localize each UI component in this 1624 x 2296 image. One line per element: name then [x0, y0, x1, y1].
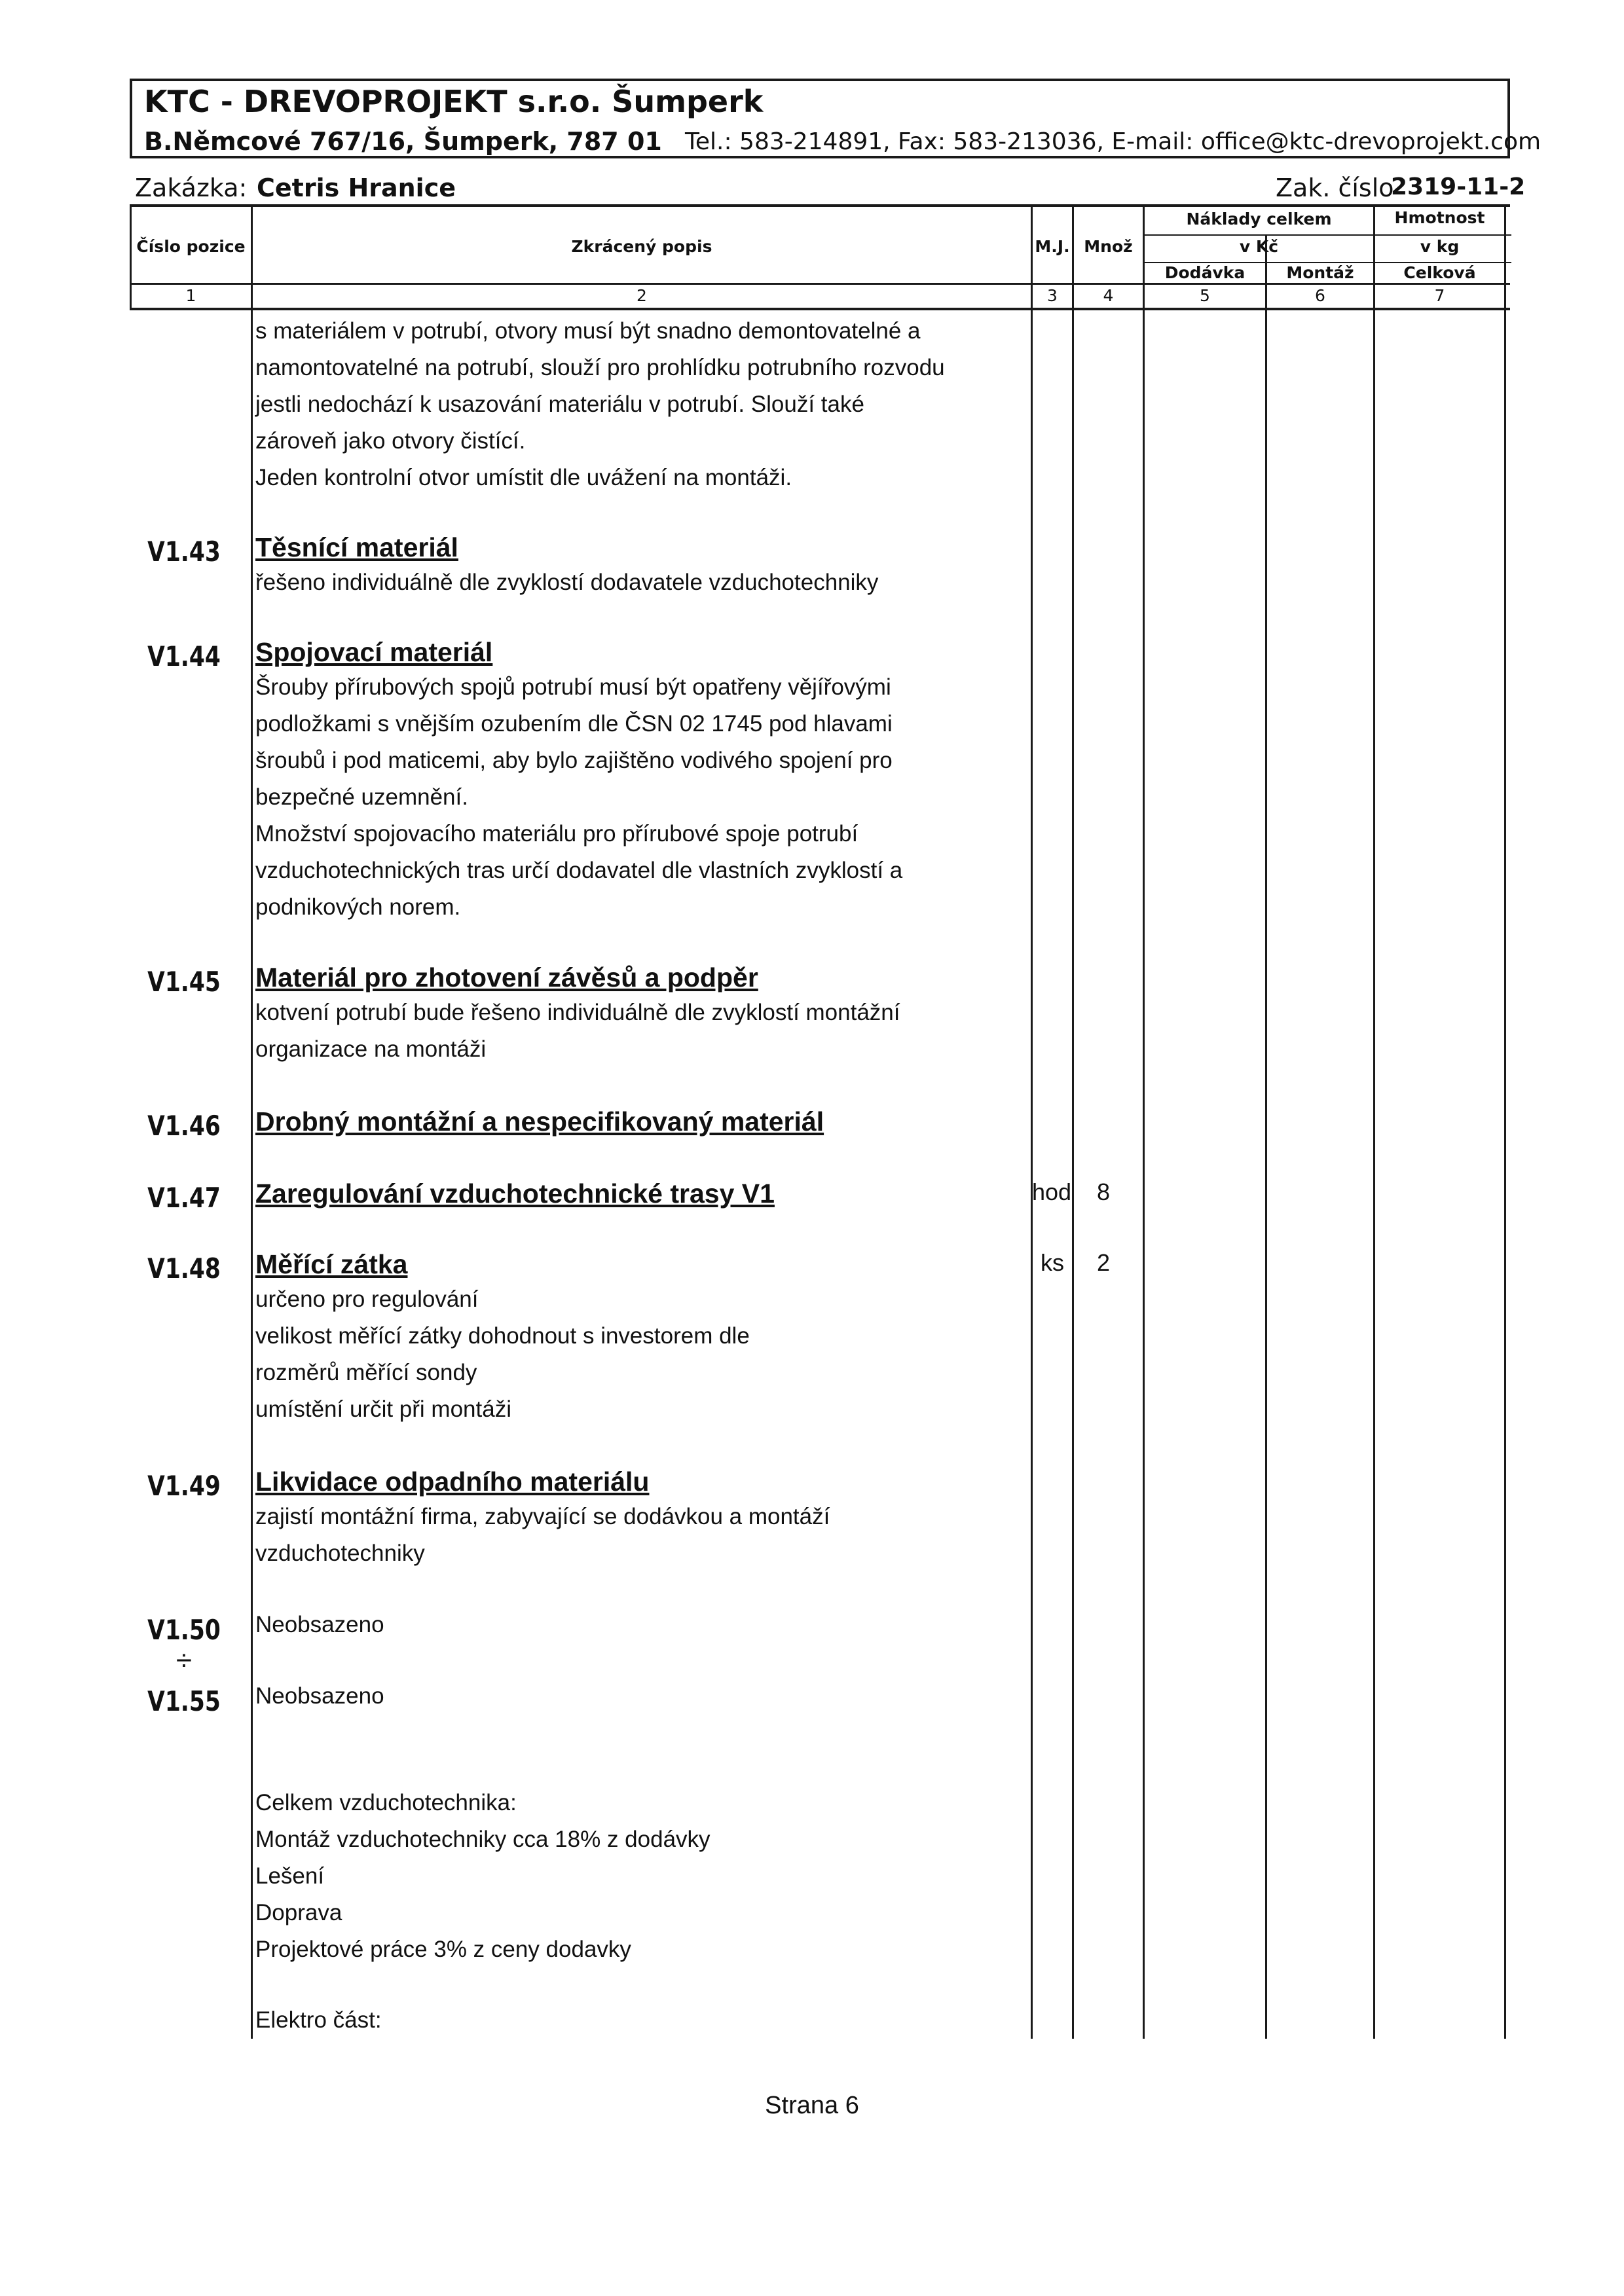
electro-label: Elektro část:: [255, 2007, 382, 2033]
range-to-position: V1.55: [147, 1685, 221, 1717]
company-contact: Tel.: 583-214891, Fax: 583-213036, E-mail: office@ktc-drevoprojekt.com: [685, 128, 1541, 155]
colnum-7: 7: [1434, 286, 1445, 305]
col-divider-desc: [1031, 204, 1033, 2039]
item-title: Spojovací materiál: [255, 637, 493, 667]
order-value: Cetris Hranice: [257, 173, 456, 202]
continuation-line: Jeden kontrolní otvor umístit dle uvážení na montáži.: [255, 465, 792, 490]
item-position: V1.44: [147, 640, 221, 672]
col-divider-unit: [1072, 204, 1074, 2039]
col-divider-supply: [1265, 234, 1267, 2039]
continuation-line: jestli nedochází k usazování materiálu v potrubí. Slouží také: [255, 392, 864, 417]
item-title: Drobný montážní a nespecifikovaný materiál: [255, 1106, 824, 1137]
continuation-line: zároveň jako otvory čistící.: [255, 428, 526, 454]
item-line: umístění určit při montáži: [255, 1396, 511, 1422]
summary-line: Montáž vzduchotechniky cca 18% z dodávky: [255, 1827, 710, 1852]
item-position: V1.43: [147, 536, 221, 568]
item-line: určeno pro regulování: [255, 1286, 479, 1312]
col-divider-pos: [251, 204, 253, 2039]
summary-line: Lešení: [255, 1863, 325, 1889]
page-footer: Strana 6: [765, 2092, 859, 2119]
company-name: KTC - DREVOPROJEKT s.r.o. Šumperk: [144, 84, 764, 119]
col-divider-assembly: [1373, 204, 1375, 2039]
item-title: Těsnící materiál: [255, 532, 458, 562]
item-line: bezpečné uzemnění.: [255, 784, 468, 810]
col-divider-qty: [1143, 204, 1145, 2039]
item-unit: hod: [1031, 1178, 1072, 1205]
colnum-bottom-border: [130, 308, 1510, 310]
order-label: Zakázka:: [135, 173, 248, 202]
costs-header-divider: [1145, 234, 1511, 236]
company-address: B.Němcové 767/16, Šumperk, 787 01: [144, 127, 662, 156]
item-position: V1.49: [147, 1470, 221, 1502]
item-quantity: 2: [1096, 1249, 1111, 1276]
item-line: šroubů i pod maticemi, aby bylo zajištěno vodivého spojení pro: [255, 748, 893, 773]
header-weight-unit: v kg: [1420, 237, 1460, 256]
colnum-5: 5: [1200, 286, 1210, 305]
header-weight-total: Celková: [1403, 263, 1476, 282]
header-description: Zkrácený popis: [571, 237, 712, 256]
colnum-6: 6: [1315, 286, 1325, 305]
item-position: V1.45: [147, 966, 221, 998]
item-position: V1.46: [147, 1110, 221, 1142]
item-line: vzduchotechnických tras určí dodavatel dle vlastních zvyklostí a: [255, 858, 903, 883]
range-symbol: ÷: [175, 1645, 193, 1677]
item-line: organizace na montáži: [255, 1036, 487, 1062]
item-unit: ks: [1041, 1249, 1064, 1276]
colnum-4: 4: [1103, 286, 1114, 305]
item-title: Měřící zátka: [255, 1249, 408, 1279]
order-number-label: Zak. číslo: [1276, 173, 1394, 202]
summary-line: Doprava: [255, 1900, 342, 1925]
item-line: Množství spojovacího materiálu pro přírubové spoje potrubí: [255, 821, 858, 847]
continuation-line: s materiálem v potrubí, otvory musí být snadno demontovatelné a: [255, 318, 921, 344]
summary-line: Celkem vzduchotechnika:: [255, 1790, 517, 1815]
item-title: Zaregulování vzduchotechnické trasy V1: [255, 1178, 775, 1209]
header-weight: Hmotnost: [1394, 208, 1485, 227]
item-line: vzduchotechniky: [255, 1540, 425, 1566]
header-bottom-border: [130, 283, 1510, 285]
range-from-position: V1.50: [147, 1614, 221, 1646]
colnum-2: 2: [637, 286, 647, 305]
header-quantity: Množ: [1084, 237, 1133, 256]
range-to-text: Neobsazeno: [255, 1683, 384, 1709]
item-line: Šrouby přírubových spojů potrubí musí být opatřeny vějířovými: [255, 674, 891, 700]
item-quantity: 8: [1096, 1178, 1111, 1205]
item-line: rozměrů měřící sondy: [255, 1360, 477, 1385]
table-right-border: [1504, 204, 1506, 2039]
continuation-line: namontovatelné na potrubí, slouží pro prohlídku potrubního rozvodu: [255, 355, 945, 380]
item-line: podnikových norem.: [255, 894, 461, 920]
item-line: podložkami s vnějším ozubením dle ČSN 02 1745 pod hlavami: [255, 711, 893, 737]
item-line: velikost měřící zátky dohodnout s investorem dle: [255, 1323, 750, 1349]
summary-line: Projektové práce 3% z ceny dodavky: [255, 1937, 631, 1962]
item-line: zajistí montážní firma, zabyvající se dodávkou a montáží: [255, 1504, 830, 1529]
header-costs: Náklady celkem: [1186, 210, 1332, 228]
header-assembly: Montáž: [1286, 263, 1354, 282]
colnum-1: 1: [185, 286, 196, 305]
item-line: řešeno individuálně dle zvyklostí dodavatele vzduchotechniky: [255, 570, 879, 595]
header-unit: M.J.: [1035, 237, 1070, 256]
header-position: Číslo pozice: [136, 237, 246, 256]
colnum-3: 3: [1047, 286, 1058, 305]
item-position: V1.48: [147, 1252, 221, 1285]
order-number-value: 2319-11-2: [1391, 173, 1526, 200]
item-position: V1.47: [147, 1182, 221, 1214]
table-top-border: [130, 204, 1510, 207]
range-from-text: Neobsazeno: [255, 1612, 384, 1637]
header-supply: Dodávka: [1164, 263, 1246, 282]
item-title: Likvidace odpadního materiálu: [255, 1467, 650, 1497]
header-costs-currency: v Kč: [1239, 237, 1279, 256]
item-line: kotvení potrubí bude řešeno individuálně dle zvyklostí montážní: [255, 1000, 900, 1025]
item-title: Materiál pro zhotovení závěsů a podpěr: [255, 962, 758, 993]
